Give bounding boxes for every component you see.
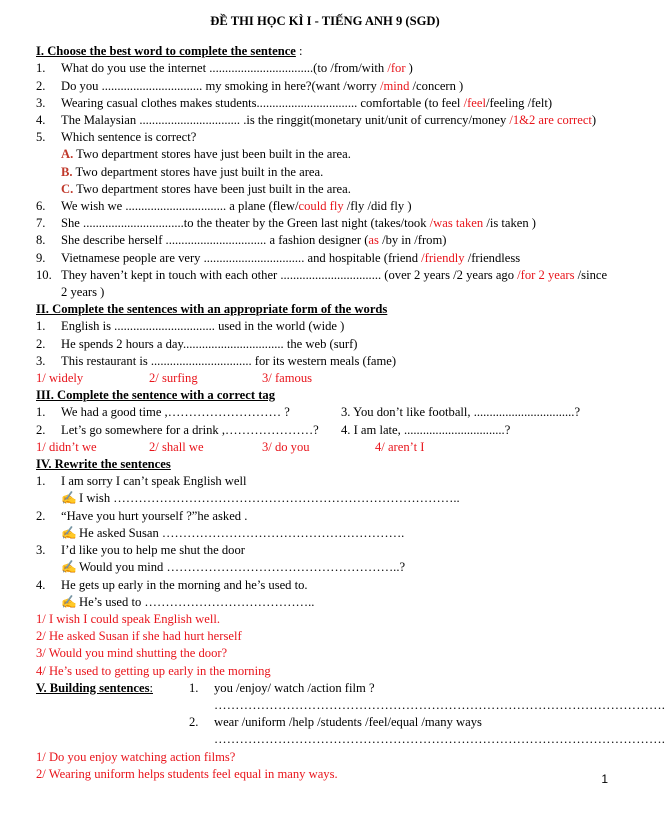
s4-question-2 bbox=[36, 508, 606, 525]
question-text: I’d like you to help me shut the door bbox=[61, 543, 245, 558]
question-text: Let’s go somewhere for a drink ,…………………? bbox=[61, 422, 319, 437]
document-content bbox=[36, 13, 665, 783]
answer-dotted-line-2: ……………………………………………………………………………………………. bbox=[214, 732, 665, 747]
s1-question-1 bbox=[36, 60, 606, 77]
s3-question-4: 4. I am late, ................................? bbox=[341, 422, 511, 437]
s2-question-3 bbox=[36, 353, 606, 370]
answer-item: 3/ do you bbox=[262, 439, 310, 454]
option-c-letter: C. bbox=[61, 181, 74, 196]
s5-question-2-row bbox=[36, 714, 606, 731]
section-1-heading-line bbox=[36, 43, 606, 60]
s3-row-2 bbox=[36, 422, 606, 439]
answer-highlight: /was taken bbox=[429, 216, 484, 231]
section-5-heading-wrap bbox=[36, 680, 189, 697]
s2-question-2 bbox=[36, 336, 606, 353]
answer-highlight: could fly bbox=[298, 199, 344, 214]
s2-question-1 bbox=[36, 318, 606, 335]
rewrite-prompt: Would you mind ………………………………………………..? bbox=[79, 560, 406, 575]
s3-question-1 bbox=[36, 404, 341, 421]
question-text: He spends 2 hours a day................................ the web (surf) bbox=[61, 336, 358, 351]
s1-question-6 bbox=[36, 198, 606, 215]
writing-hand-icon: ✍ bbox=[61, 525, 77, 540]
s4-question-3 bbox=[36, 542, 606, 559]
option-c bbox=[36, 181, 606, 198]
answer-highlight: /for bbox=[387, 61, 406, 76]
question-number: 7. bbox=[36, 216, 46, 231]
question-text-end: /feeling /felt) bbox=[485, 95, 553, 110]
question-text-end: /fly /did fly ) bbox=[343, 199, 412, 214]
s1-question-10-continuation: 2 years ) bbox=[61, 285, 105, 300]
question-text-end: /concern ) bbox=[409, 78, 464, 93]
s4-rewrite-1 bbox=[36, 490, 606, 507]
question-text: Vietnamese people are very ................................ and hospitable (friend bbox=[61, 250, 422, 265]
question-text: We had a good time ,……………………… ? bbox=[61, 405, 290, 420]
writing-hand-icon: ✍ bbox=[61, 491, 77, 506]
rewrite-prompt: He’s used to ………………………………….. bbox=[79, 594, 315, 609]
answer-item: 3/ famous bbox=[262, 371, 313, 386]
option-a-letter: A. bbox=[61, 147, 74, 162]
question-number: 2. bbox=[36, 78, 46, 93]
answer-highlight: as bbox=[368, 233, 379, 248]
question-text: They haven’t kept in touch with each other ................................ (over 2 years /2 years ago bbox=[61, 267, 518, 282]
s3-row-1 bbox=[36, 404, 606, 421]
question-number: 1. bbox=[36, 474, 46, 489]
question-number: 8. bbox=[36, 233, 46, 248]
s1-question-9 bbox=[36, 250, 606, 267]
answer-highlight: /feel bbox=[463, 95, 486, 110]
s2-answers bbox=[36, 370, 606, 387]
rewrite-prompt: He asked Susan …………………………………………………. bbox=[79, 525, 405, 540]
question-text: Do you ................................ my smoking in here?(want /worry bbox=[61, 78, 381, 93]
question-text: The Malaysian ................................ .is the ringgit(monetary unit/unit of currency/money bbox=[61, 113, 510, 128]
question-number: 9. bbox=[36, 250, 46, 265]
s4-question-4 bbox=[36, 577, 606, 594]
s4-rewrite-4 bbox=[36, 594, 606, 611]
s1-question-7 bbox=[36, 215, 606, 232]
s4-rewrite-2 bbox=[36, 525, 606, 542]
question-text: We wish we ................................ a plane (flew/ bbox=[61, 199, 299, 214]
section-5-colon: : bbox=[149, 680, 153, 695]
answer-item: 1/ didn’t we bbox=[36, 439, 97, 454]
question-number: 3. bbox=[36, 353, 46, 368]
spacer bbox=[36, 714, 189, 731]
s5-answer-1: 1/ Do you enjoy watching action films? bbox=[36, 749, 236, 764]
question-text-end: /is taken ) bbox=[483, 216, 536, 231]
question-number: 1. bbox=[36, 319, 46, 334]
answer-highlight: /friendly bbox=[421, 250, 465, 265]
writing-hand-icon: ✍ bbox=[61, 594, 77, 609]
answer-highlight: /for 2 years bbox=[517, 267, 575, 282]
s1-question-10 bbox=[36, 267, 606, 284]
s5-question-1-row bbox=[36, 680, 606, 697]
answer-item: 4/ aren’t I bbox=[375, 439, 425, 454]
section-3-heading: III. Complete the sentence with a correct tag bbox=[36, 388, 275, 403]
question-text: “Have you hurt yourself ?”he asked . bbox=[61, 508, 248, 523]
s1-question-3 bbox=[36, 95, 606, 112]
question-text: I am sorry I can’t speak English well bbox=[61, 474, 247, 489]
question-text: He gets up early in the morning and he’s used to. bbox=[61, 577, 308, 592]
writing-hand-icon: ✍ bbox=[61, 560, 77, 575]
answer-item: 2/ surfing bbox=[149, 371, 198, 386]
s4-rewrite-3 bbox=[36, 559, 606, 576]
question-text: She ................................to the theater by the Green last night (takes/took bbox=[61, 216, 430, 231]
s4-answer-1: 1/ I wish I could speak English well. bbox=[36, 611, 220, 626]
s3-answers bbox=[36, 439, 606, 456]
s3-question-2 bbox=[36, 422, 341, 439]
s1-question-2 bbox=[36, 78, 606, 95]
option-a-text: Two department stores have just been built in the area. bbox=[73, 147, 351, 162]
question-number: 2. bbox=[36, 336, 46, 351]
question-number: 5. bbox=[36, 130, 46, 145]
question-number: 10. bbox=[36, 267, 52, 282]
question-text: This restaurant is ................................ for its western meals (fame) bbox=[61, 353, 397, 368]
s4-answer-3: 3/ Would you mind shutting the door? bbox=[36, 646, 228, 661]
question-text: What do you use the internet .................................(to /from/with bbox=[61, 61, 388, 76]
section-4-heading: IV. Rewrite the sentences bbox=[36, 457, 171, 472]
s5-answer-2: 2/ Wearing uniform helps students feel equal in many ways. bbox=[36, 766, 338, 781]
question-text-end: /by in /from) bbox=[378, 233, 447, 248]
question-text-end: ) bbox=[591, 113, 597, 128]
question-number: 2. bbox=[189, 715, 199, 730]
page-number: 1 bbox=[601, 772, 608, 786]
question-text: Wearing casual clothes makes students................................ comfortable (to feel bbox=[61, 95, 464, 110]
s4-answer-4: 4/ He’s used to getting up early in the morning bbox=[36, 663, 271, 678]
question-number: 4. bbox=[36, 113, 46, 128]
question-text: wear /uniform /help /students /feel/equal /many ways bbox=[214, 715, 482, 730]
section-5-heading: V. Building sentences bbox=[36, 680, 150, 695]
s4-question-1 bbox=[36, 473, 606, 490]
question-number: 1. bbox=[36, 405, 46, 420]
question-text-end: /since bbox=[574, 267, 608, 282]
question-number: 2. bbox=[36, 508, 46, 523]
question-number: 1. bbox=[189, 680, 199, 695]
answer-item: 2/ shall we bbox=[149, 439, 204, 454]
section-1-heading-colon: : bbox=[295, 44, 303, 59]
document-title: ĐỀ THI HỌC KÌ I - TIẾNG ANH 9 (SGD) bbox=[210, 14, 440, 28]
answer-dotted-line-1: ……………………………………………………………………………………………. bbox=[214, 697, 665, 712]
option-b bbox=[36, 164, 606, 181]
question-text: She describe herself ................................ a fashion designer ( bbox=[61, 233, 369, 248]
question-text: English is ................................ used in the world (wide ) bbox=[61, 319, 345, 334]
section-1-heading: I. Choose the best word to complete the sentence bbox=[36, 44, 296, 59]
s1-question-8 bbox=[36, 232, 606, 249]
question-text-end: ) bbox=[405, 61, 413, 76]
rewrite-prompt: I wish ……………………………………………………………………….. bbox=[79, 491, 460, 506]
question-number: 3. bbox=[36, 95, 46, 110]
question-text: you /enjoy/ watch /action film ? bbox=[214, 680, 375, 695]
question-number: 1. bbox=[36, 61, 46, 76]
answer-item: 1/ widely bbox=[36, 371, 84, 386]
option-a bbox=[36, 146, 606, 163]
s1-question-4 bbox=[36, 112, 606, 129]
section-2-heading: II. Complete the sentences with an appropriate form of the words bbox=[36, 302, 388, 317]
s4-answer-2: 2/ He asked Susan if she had hurt herself bbox=[36, 629, 242, 644]
option-c-text: Two department stores have been just built in the area. bbox=[73, 181, 351, 196]
s3-question-3: 3. You don’t like football, ................................? bbox=[341, 405, 581, 420]
question-number: 3. bbox=[36, 543, 46, 558]
question-text: Which sentence is correct? bbox=[61, 130, 197, 145]
answer-highlight: /mind bbox=[380, 78, 410, 93]
s1-question-5 bbox=[36, 129, 606, 146]
question-number: 4. bbox=[36, 577, 46, 592]
answer-highlight: /1&2 are correct bbox=[509, 113, 592, 128]
question-number: 6. bbox=[36, 199, 46, 214]
option-b-letter: B. bbox=[61, 164, 73, 179]
question-text-end: /friendless bbox=[464, 250, 521, 265]
question-number: 2. bbox=[36, 422, 46, 437]
option-b-text: Two department stores have just built in the area. bbox=[72, 164, 324, 179]
